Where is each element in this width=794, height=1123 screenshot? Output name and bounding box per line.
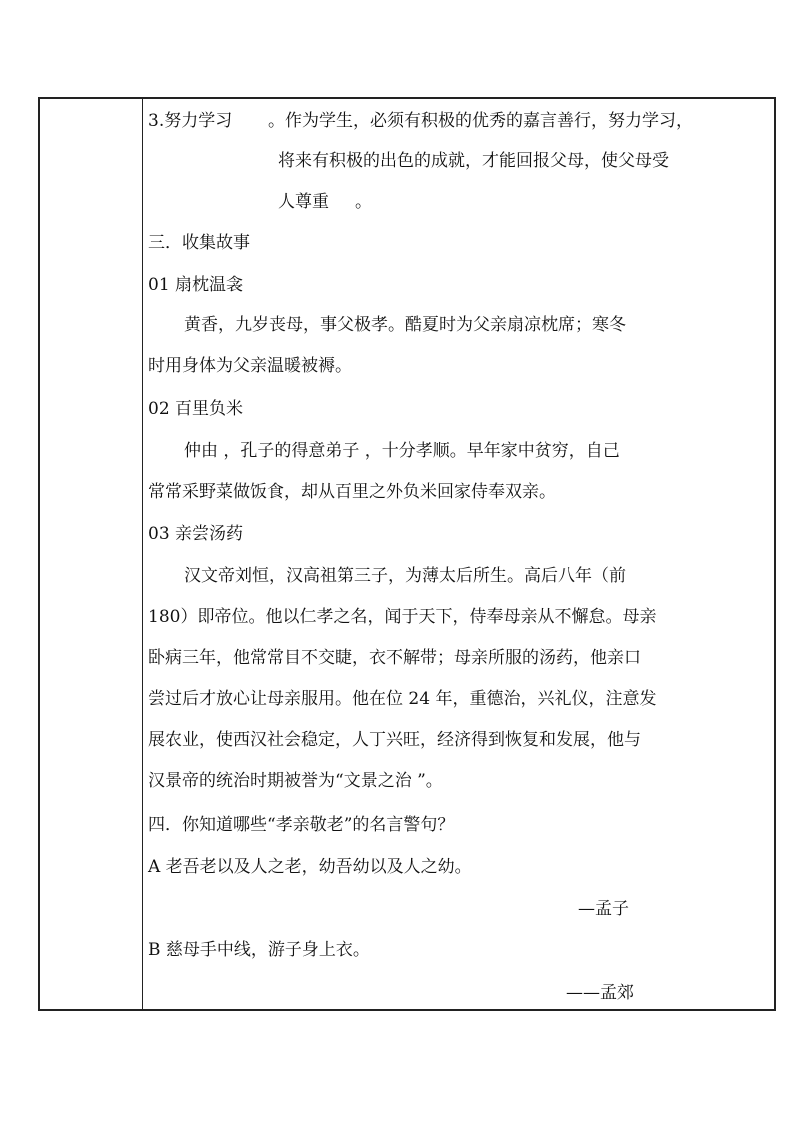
story-text-line: 展农业，使西汉社会稳定，人丁兴旺，经济得到恢复和发展，他与 [148,730,641,750]
item3-line3-tail: 。 [355,192,372,212]
story-text-line: 尝过后才放心让母亲服用。他在位 24 年，重德治，兴礼仪，注意发 [148,689,657,709]
section4-heading: 四．你知道哪些“孝亲敬老”的名言警句？ [148,815,455,835]
story-title: 03 亲尝汤药 [148,524,244,544]
quote-text: A 老吾老以及人之老，幼吾幼以及人之幼。 [148,857,472,877]
story-text-line: 180）即帝位。他以仁孝之名，闻于天下，侍奉母亲从不懈怠。母亲 [148,607,657,627]
item3-line1: 。作为学生，必须有积极的优秀的嘉言善行，努力学习， [268,111,693,131]
left-column-cell [40,99,143,1009]
story-text-line: 卧病三年，他常常目不交睫，衣不解带；母亲所服的汤药，他亲口 [148,648,641,668]
story-text-line: 时用身体为父亲温暖被褥。 [148,356,352,376]
story-title: 01 扇枕温衾 [148,275,244,295]
story-text-line: 常常采野菜做饭食，却从百里之外负米回家侍奉双亲。 [148,482,556,502]
item3-label: 3.努力学习 [148,111,233,131]
story-title: 02 百里负米 [148,399,244,419]
story-text-line: 仲由 ，孔子的得意弟子 ，十分孝顺。早年家中贫穷，自己 [184,441,620,461]
quote-author: —孟子 [578,899,629,919]
item3-line2: 将来有积极的出色的成就，才能回报父母，使父母受 [278,151,669,171]
item3-line3: 人尊重 [278,192,329,212]
story-text-line: 黄香，九岁丧母，事父极孝。酷夏时为父亲扇凉枕席；寒冬 [184,315,626,335]
story-text-line: 汉文帝刘恒，汉高祖第三子，为薄太后所生。高后八年（前 [184,566,626,586]
section3-heading: 三．收集故事 [148,233,250,253]
story-text-line: 汉景帝的统治时期被誉为“文景之治 ”。 [148,771,443,791]
quote-text: B 慈母手中线，游子身上衣。 [148,940,370,960]
quote-author: ——孟郊 [566,983,634,1003]
